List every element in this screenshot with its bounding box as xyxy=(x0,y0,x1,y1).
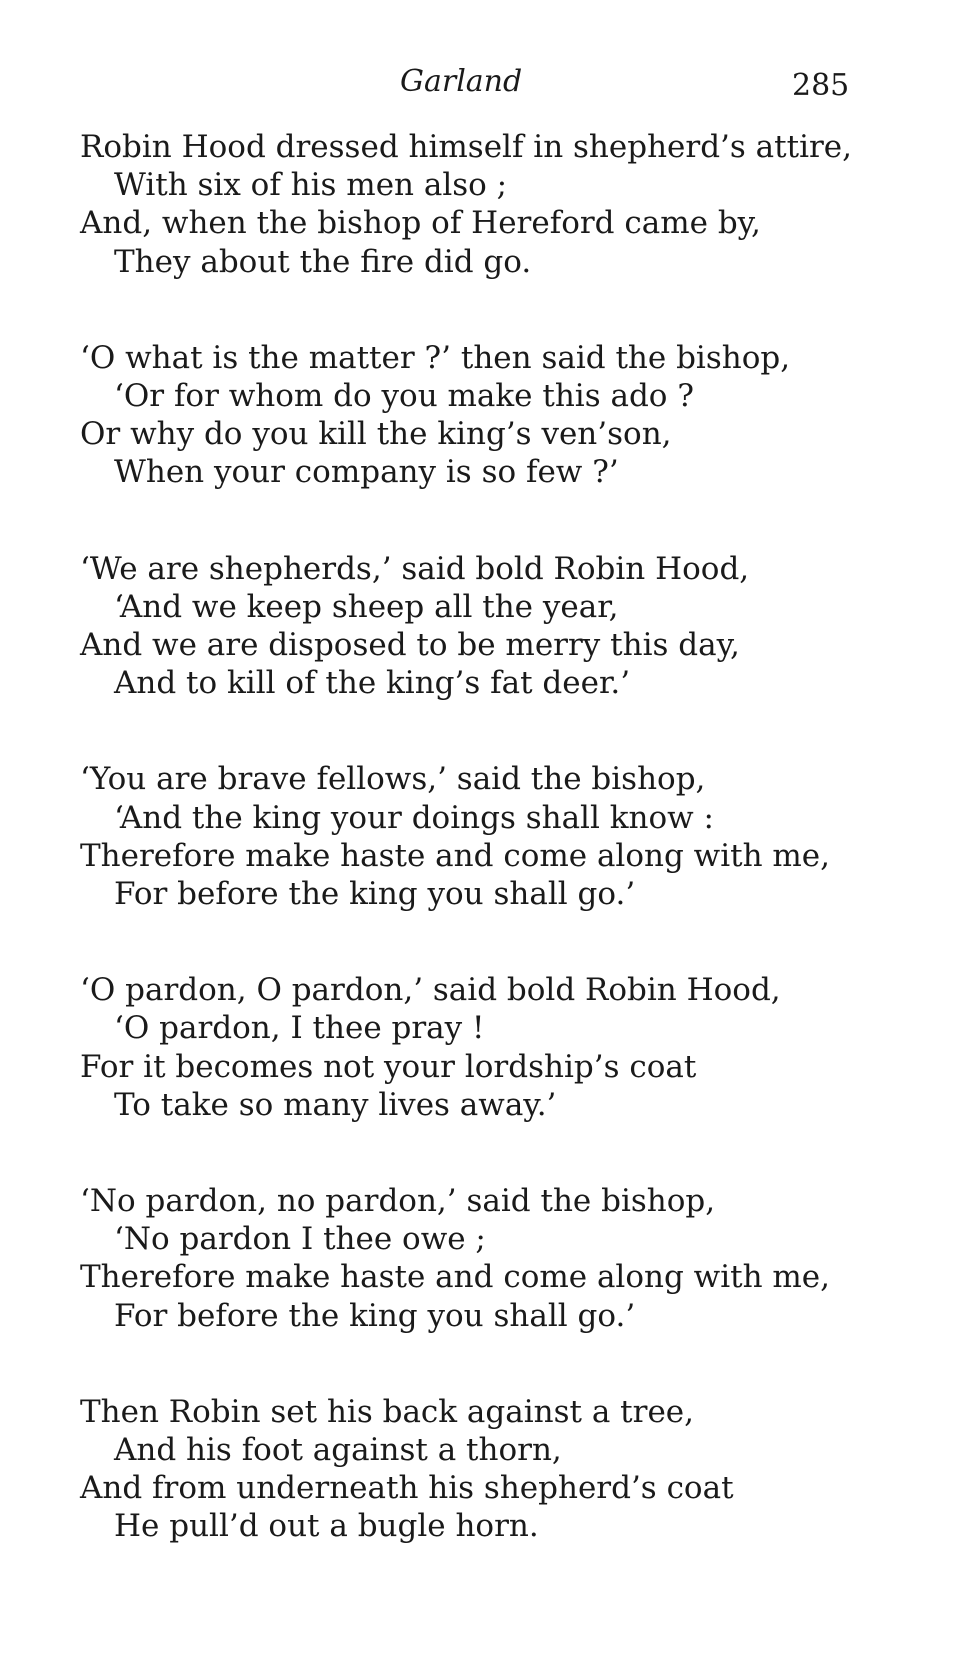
verse-line-indented: ‘O pardon, I thee pray ! xyxy=(114,1010,485,1047)
verse-line: ‘You are brave fellows,’ said the bishop, xyxy=(80,761,706,798)
verse-line: ‘We are shepherds,’ said bold Robin Hood, xyxy=(80,550,750,587)
verse-line-indented: And his foot against a thorn, xyxy=(114,1432,562,1469)
verse-line-indented: He pull’d out a bugle horn. xyxy=(114,1508,539,1545)
verse-line-indented: To take so many lives away.’ xyxy=(114,1086,557,1123)
verse-line-indented: ‘Or for whom do you make this ado ? xyxy=(114,378,694,415)
verse-line: Therefore make haste and come along with me, xyxy=(80,1259,830,1296)
verse-line: And we are disposed to be merry this day, xyxy=(80,627,740,664)
verse-line: ‘No pardon, no pardon,’ said the bishop, xyxy=(80,1183,716,1220)
verse-line-indented: They about the fire did go. xyxy=(114,243,532,280)
verse-line: ‘O pardon, O pardon,’ said bold Robin Hood, xyxy=(80,972,781,1009)
poem-body xyxy=(80,128,940,1604)
stanza-5 xyxy=(80,971,940,1124)
verse-line-indented: For before the king you shall go.’ xyxy=(114,1297,636,1334)
verse-line: Therefore make haste and come along with me, xyxy=(80,837,830,874)
verse-line: Robin Hood dressed himself in shepherd’s attire, xyxy=(80,129,853,165)
verse-line-indented: With six of his men also ; xyxy=(114,167,508,204)
stanza-6 xyxy=(80,1182,940,1335)
page-number: 285 xyxy=(792,68,850,103)
stanza-1 xyxy=(80,128,940,281)
stanza-3 xyxy=(80,550,940,703)
verse-line: For it becomes not your lordship’s coat xyxy=(80,1048,697,1085)
verse-line-indented: ‘And we keep sheep all the year, xyxy=(114,588,619,625)
verse-line-indented: When your company is so few ?’ xyxy=(114,454,619,491)
verse-line: And, when the bishop of Hereford came by, xyxy=(80,205,761,242)
verse-line-indented: ‘And the king your doings shall know : xyxy=(114,799,714,836)
verse-line: Or why do you kill the king’s ven’son, xyxy=(80,416,672,453)
stanza-2 xyxy=(80,339,940,492)
verse-line: ‘O what is the matter ?’ then said the bishop, xyxy=(80,339,791,376)
verse-line-indented: For before the king you shall go.’ xyxy=(114,876,636,913)
running-head-title: Garland xyxy=(400,64,523,99)
running-head xyxy=(0,62,964,106)
verse-line-indented: And to kill of the king’s fat deer.’ xyxy=(114,665,631,702)
stanza-7 xyxy=(80,1393,940,1546)
verse-line: And from underneath his shepherd’s coat xyxy=(80,1470,734,1507)
stanza-4 xyxy=(80,760,940,913)
verse-line: Then Robin set his back against a tree, xyxy=(80,1393,694,1430)
verse-line-indented: ‘No pardon I thee owe ; xyxy=(114,1221,486,1258)
